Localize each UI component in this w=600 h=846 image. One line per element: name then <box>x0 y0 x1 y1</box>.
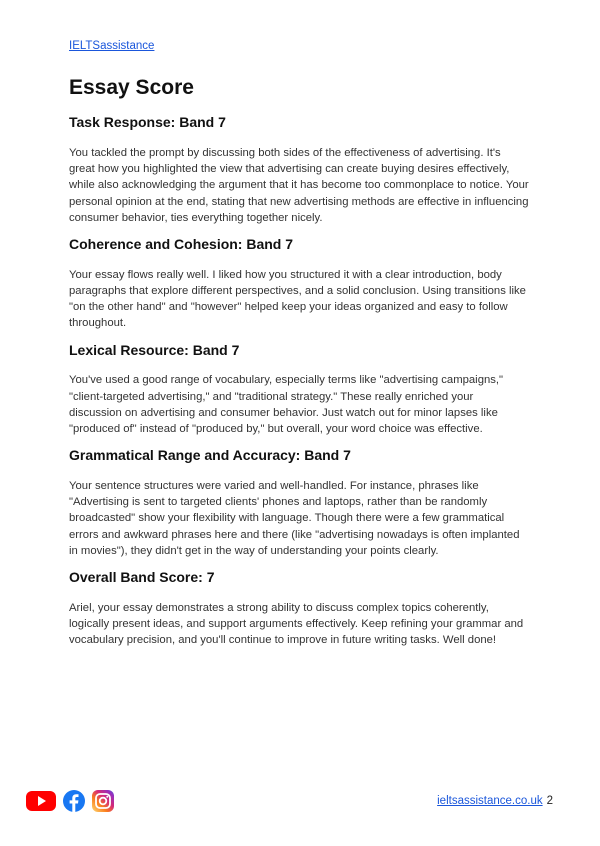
page-number: 2 <box>546 795 553 807</box>
footer-site-url[interactable]: ieltsassistance.co.uk <box>437 795 543 807</box>
footer-right <box>437 795 553 807</box>
section-body: You've used a good range of vocabulary, especially terms like "advertising campaigns," "client-targeted advertising," and "traditional strategy." These really enriched your discussion on advertising and consumer behavior. Just watch out for minor lapses like "produced of" instead of "produced by," but overall, your word choice was effective. <box>69 374 504 436</box>
section-task-response <box>69 114 529 226</box>
section-heading: Task Response: Band 7 <box>69 114 226 131</box>
section-lexical-resource <box>69 342 529 438</box>
facebook-icon[interactable] <box>63 790 85 817</box>
page-title: Essay Score <box>69 76 194 99</box>
social-links <box>26 790 114 817</box>
section-grammatical-range <box>69 447 529 559</box>
section-body: Your essay flows really well. I liked how you structured it with a clear introduction, body paragraphs that explore different perspectives, and a solid conclusion. Using transitions like "on the other hand" and "however" helped keep your ideas organized and easy to follow throughout. <box>69 268 526 330</box>
section-coherence-cohesion <box>69 236 529 332</box>
section-heading: Lexical Resource: Band 7 <box>69 341 240 358</box>
youtube-icon[interactable] <box>26 790 56 817</box>
section-heading: Overall Band Score: 7 <box>69 569 215 586</box>
section-overall-band <box>69 569 529 648</box>
page-footer <box>0 790 600 816</box>
section-body: You tackled the prompt by discussing both sides of the effectiveness of advertising. It's great how you highlighted the view that advertising can create buying desires effectively, while also acknowledging the argument that it has become too commonplace to notice. Your personal opinion at the end, stating that new advertising methods are effective in influencing consumer behavior, ties everything together nicely. <box>69 146 529 224</box>
section-heading: Coherence and Cohesion: Band 7 <box>69 236 294 252</box>
section-body: Your sentence structures were varied and well-handled. For instance, phrases like "Advertising is sent to targeted clients' phones and laptops, rather than be randomly broadcasted" show your flexibility with language. Though there were a few grammatical errors and awkward phrases here and there (like "advertising nowadays is often implanted in movies"), they didn't get in the way of understanding your points clearly. <box>69 480 520 557</box>
section-body: Ariel, your essay demonstrates a strong ability to discuss complex topics coherently, logically present ideas, and support arguments effectively. Keep refining your grammar and vocabulary precision, and you'll continue to improve in future writing tasks. Well done! <box>69 601 524 647</box>
document-page <box>69 36 529 658</box>
instagram-icon[interactable] <box>92 790 114 817</box>
header-site-link[interactable]: IELTSassistance <box>69 40 155 52</box>
section-heading: Grammatical Range and Accuracy: Band 7 <box>69 447 351 464</box>
